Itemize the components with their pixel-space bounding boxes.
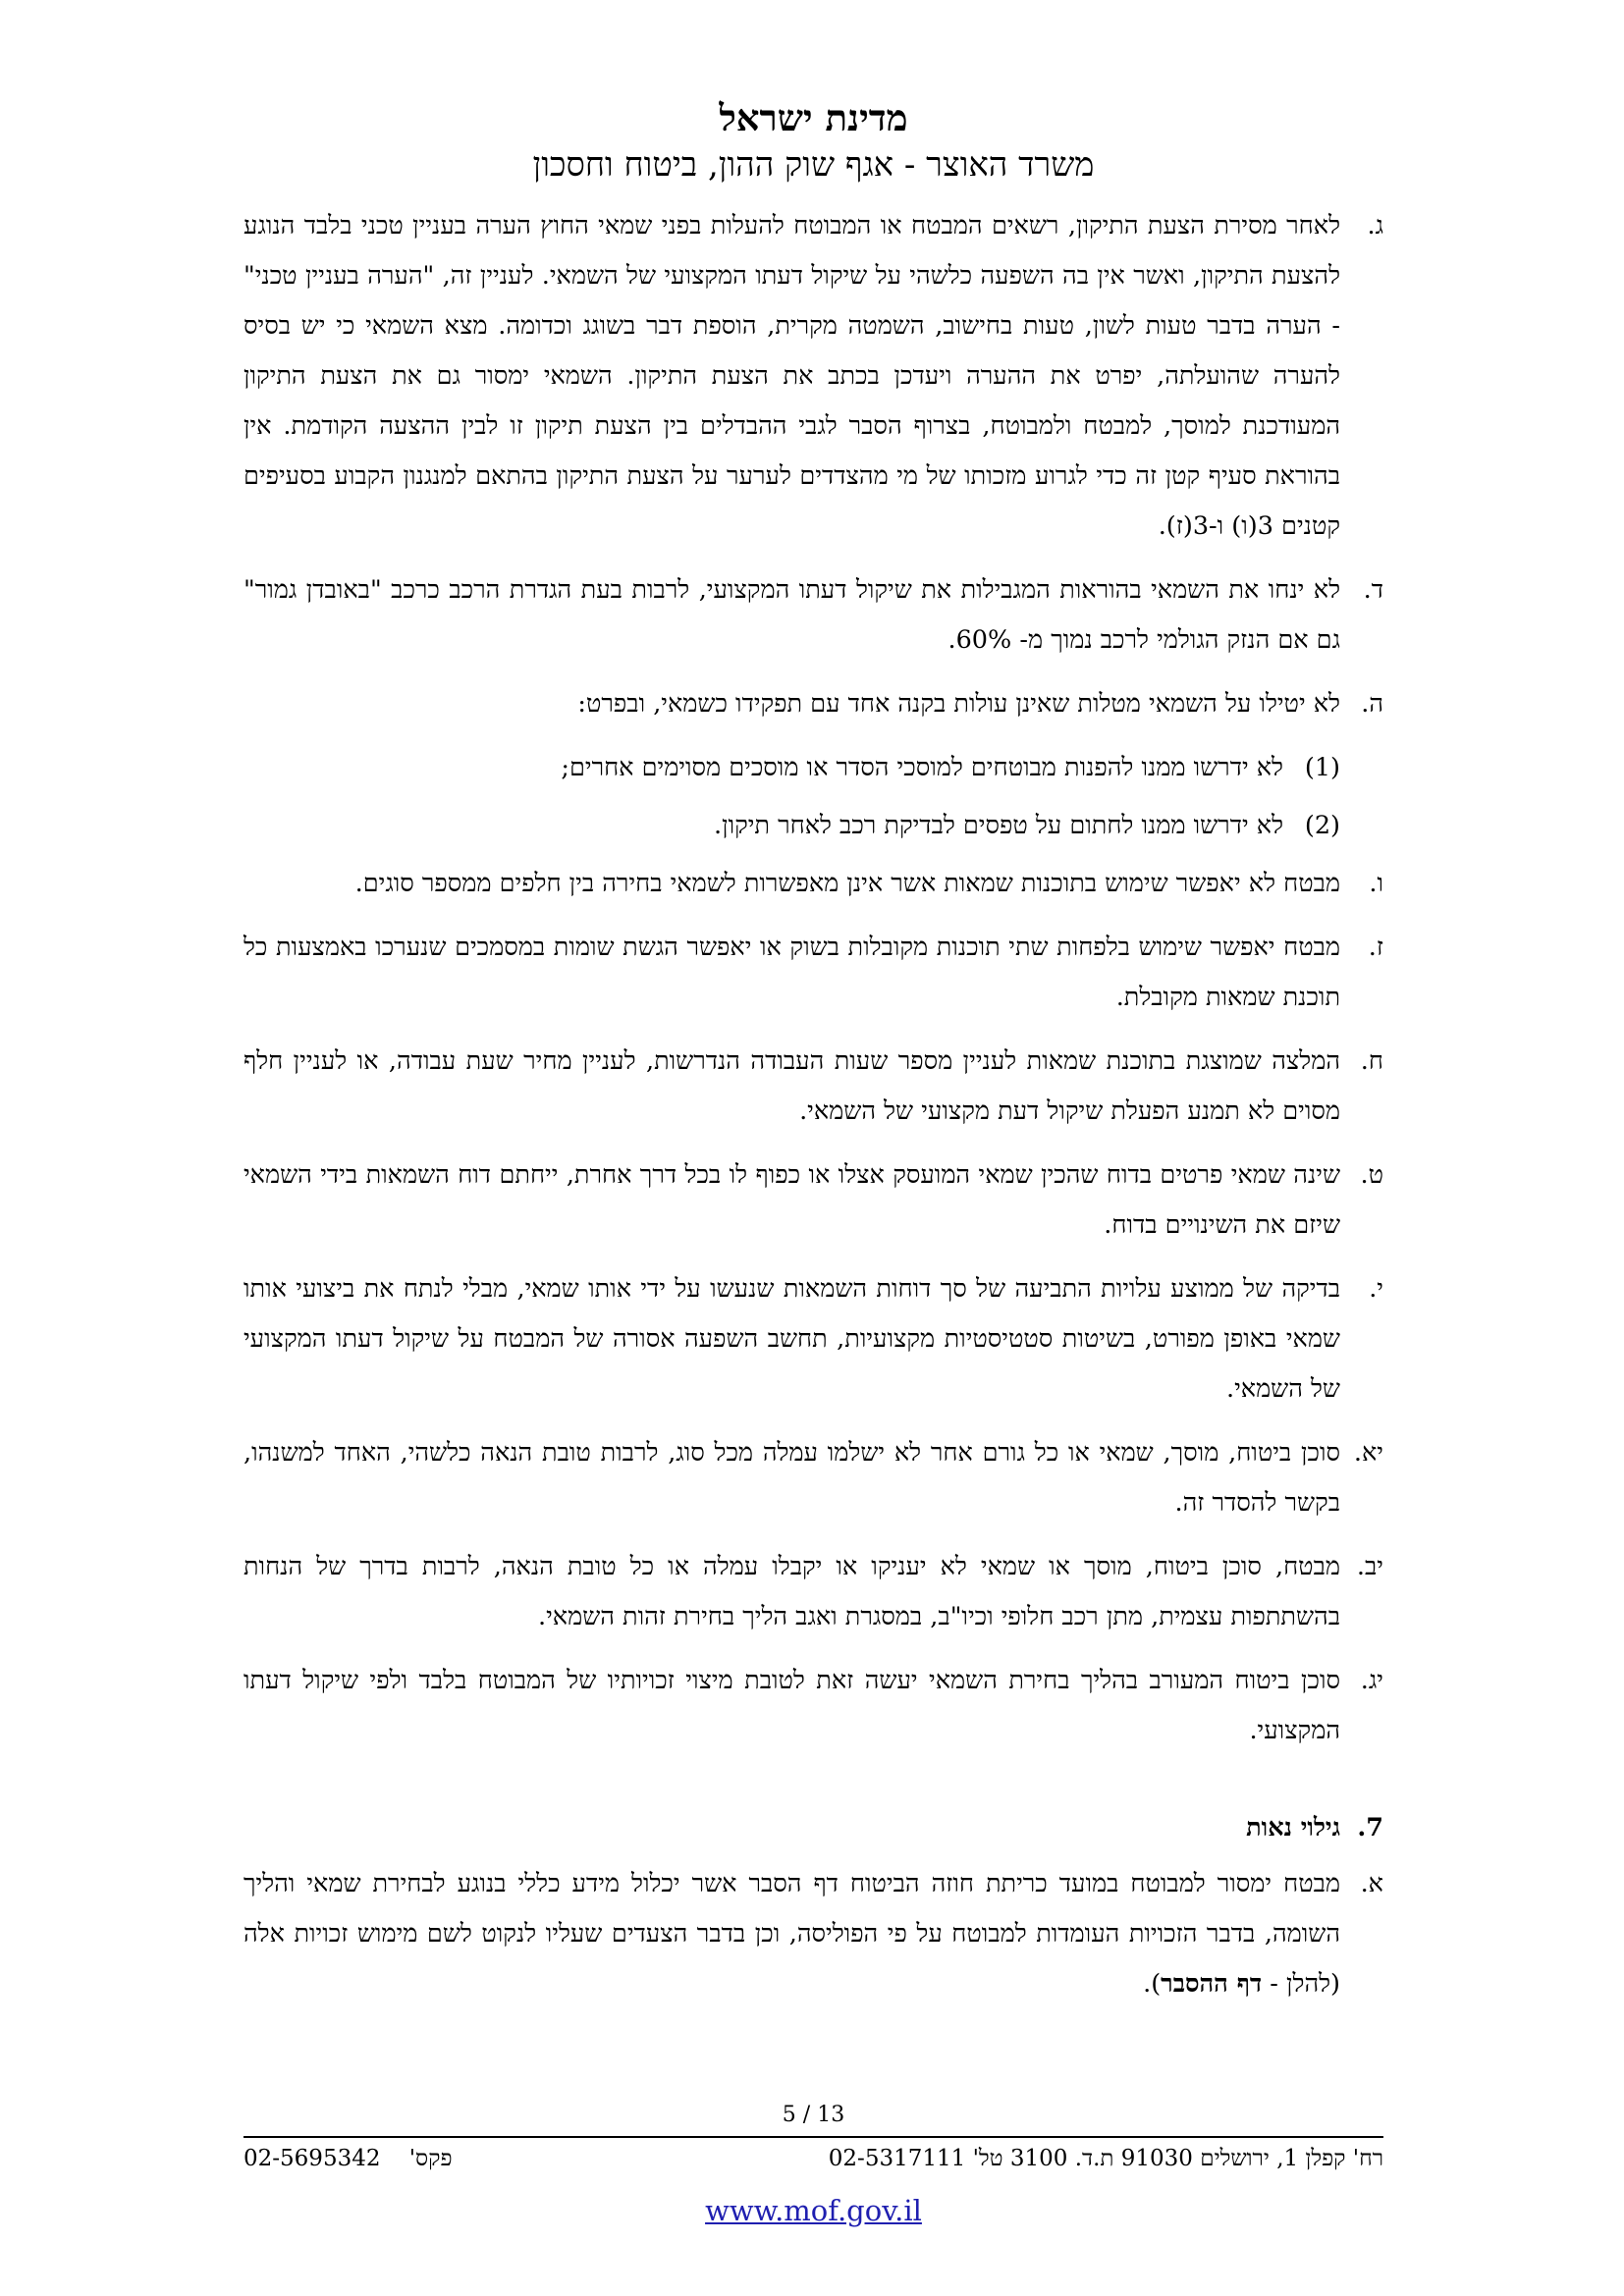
ministry-subtitle: משרד האוצר - אגף שוק ההון, ביטוח וחסכון bbox=[532, 145, 1095, 185]
postal-address: רח' קפלן 1, ירושלים 91030 ת.ד. 3100 טל' 02-5317111 bbox=[828, 2146, 1383, 2171]
section-7-heading bbox=[244, 1803, 1383, 1853]
clause-h bbox=[244, 679, 1383, 729]
clause-label: ח. bbox=[1360, 1046, 1383, 1076]
clause-label: י. bbox=[1369, 1274, 1383, 1304]
fax-number: 02-5695342 bbox=[244, 2146, 381, 2171]
clause-y bbox=[244, 1264, 1383, 1415]
clause-ch bbox=[244, 1037, 1383, 1137]
clause-yb bbox=[244, 1542, 1383, 1642]
clause-g bbox=[244, 201, 1383, 552]
clause-label: ז. bbox=[1368, 933, 1383, 962]
clause-text: סוכן ביטוח, מוסך, שמאי או כל גורם אחר לא ישלמו עמלה מכל סוג, לרבות טובת הנאה כלשהי, האחד למשנהו, בקשר להסדר זה. bbox=[244, 1438, 1340, 1518]
page-number: 5 / 13 bbox=[782, 2103, 845, 2127]
clause-text: לאחר מסירת הצעת התיקון, רשאים המבטח או המבוטח להעלות בפני שמאי החוץ הערה בעניין טכני בלבד הנוגע להצעת התיקון, ואשר אין בה השפעה כלשהי על שיקול דעתו המקצועי של השמאי. לעניין זה, "הערה בעניין טכני" - הערה בדבר טעות לשון, טעות בחישוב, השמטה מקרית, הוספת דבר בשוגג וכדומה. מצא השמאי כי יש בסיס להערה שהועלתה, יפרט את ההערה ויעדכן בכתב את הצעת התיקון. השמאי ימסור גם את הצעת התיקון המעודכנת למוסך, למבטח ולמבוטח, בצרוף הסבר לגבי ההבדלים בין הצעת תיקון זו לבין ההצעה הקודמת. אין בהוראת סעיף קטן זה כדי לגרוע מזכותו של מי מהצדדים לערער על הצעת התיקון בהתאם למנגנון הקבוע בסעיפים קטנים 3(ו) ו-3(ז). bbox=[244, 211, 1340, 541]
clause-text bbox=[244, 1859, 1340, 2009]
clause-text: סוכן ביטוח המעורב בהליך בחירת השמאי יעשה זאת לטובת מיצוי זכויותיו של המבוטח בלבד ולפי שיקול דעתו המקצועי. bbox=[244, 1666, 1340, 1745]
clause-text: מבטח, סוכן ביטוח, מוסך או שמאי לא יעניקו או יקבלו עמלה או כל טובת הנאה, לרבות בדרך של הנחות בהשתתפות עצמית, מתן רכב חלופי וכיו"ב, במסגרת ואגב הליך בחירת זהות השמאי. bbox=[244, 1552, 1340, 1631]
fax-label: פקס' bbox=[408, 2146, 453, 2171]
clause-v bbox=[244, 859, 1383, 909]
clause-label: יב. bbox=[1356, 1552, 1383, 1581]
clause-text: שינה שמאי פרטים בדוח שהכין שמאי המועסק אצלו או כפוף לו בכל דרך אחרת, ייחתם דוח השמאות בידי השמאי שיזם את השינויים בדוח. bbox=[244, 1160, 1340, 1240]
subclause-text: לא ידרשו ממנו לחתום על טפסים לבדיקת רכב לאחר תיקון. bbox=[713, 811, 1283, 840]
clause-text-main: מבטח ימסור למבוטח במועד כריתת חוזה הביטוח דף הסבר אשר יכלול מידע כללי בנוגע לבחירת שמאי והליך השומה, בדבר הזכויות העומדות למבוטח על פי הפוליסה, וכן בדבר הצעדים שעליו לנקוט לשם מימוש זכויות אלה (להלן - bbox=[244, 1869, 1340, 1999]
clause-text: לא ינחו את השמאי בהוראות המגבילות את שיקול דעתו המקצועי, לרבות בעת הגדרת הרכב כרכב "באובדן גמור" גם אם הנזק הגולמי לרכב נמוך מ- 60%. bbox=[244, 575, 1340, 655]
clause-text-end: ). bbox=[1143, 1969, 1162, 1999]
clause-text: מבטח יאפשר שימוש בלפחות שתי תוכנות מקובלות בשוק או יאפשר הגשת שומות במסמכים שנערכו באמצעות כל תוכנת שמאות מקובלת. bbox=[244, 933, 1340, 1012]
contact-line bbox=[244, 2138, 1383, 2179]
subclause-1 bbox=[244, 743, 1340, 793]
subclause-label: (1) bbox=[1304, 753, 1340, 782]
state-title: מדינת ישראל bbox=[719, 96, 908, 139]
clause-label: יג. bbox=[1360, 1666, 1383, 1695]
letterhead bbox=[244, 93, 1383, 187]
clause-label: ד. bbox=[1363, 575, 1383, 605]
section-number: 7. bbox=[1357, 1813, 1383, 1842]
clause-yg bbox=[244, 1656, 1383, 1756]
clause-text: לא יטילו על השמאי מטלות שאינן עולות בקנה אחד עם תפקידו כשמאי, ובפרט: bbox=[577, 689, 1340, 719]
subclause-text: לא ידרשו ממנו להפנות מבוטחים למוסכי הסדר או מוסכים מסוימים אחרים; bbox=[561, 753, 1283, 782]
subclause-2 bbox=[244, 801, 1340, 851]
clause-label: ט. bbox=[1360, 1160, 1383, 1190]
clause-label: ו. bbox=[1369, 869, 1383, 898]
page-footer bbox=[244, 2101, 1383, 2230]
website-link[interactable]: www.mof.gov.il bbox=[705, 2194, 922, 2227]
clauses-list bbox=[244, 201, 1383, 2009]
clause-t bbox=[244, 1150, 1383, 1251]
clause-d bbox=[244, 565, 1383, 666]
clause-ya bbox=[244, 1428, 1383, 1528]
clause-text: בדיקה של ממוצע עלויות התביעה של סך דוחות השמאות שנעשו על ידי אותו שמאי, מבלי לנתח את ביצועי אותו שמאי באופן מפורט, בשיטות סטטיסטיות מקצועיות, תחשב השפעה אסורה של המבטח על שיקול דעתו המקצועי של השמאי. bbox=[244, 1274, 1340, 1404]
clause-label: ג. bbox=[1367, 211, 1383, 240]
fax-block bbox=[244, 2138, 453, 2179]
clause-z bbox=[244, 923, 1383, 1023]
website bbox=[244, 2191, 1383, 2230]
defined-term: דף ההסבר bbox=[1161, 1969, 1263, 1999]
clause-text: מבטח לא יאפשר שימוש בתוכנות שמאות אשר אינן מאפשרות לשמאי בחירה בין חלפים ממספר סוגים. bbox=[354, 869, 1340, 898]
clause-label: ה. bbox=[1361, 689, 1383, 719]
clause-7a bbox=[244, 1859, 1383, 2009]
section-title: גילוי נאות bbox=[1246, 1813, 1340, 1842]
clause-label: יא. bbox=[1353, 1438, 1383, 1468]
clause-text: המלצה שמוצגת בתוכנת שמאות לעניין מספר שעות העבודה הנדרשות, לעניין מחיר שעת עבודה, או לעניין חלף מסוים לא תמנע הפעלת שיקול דעת מקצועי של השמאי. bbox=[244, 1046, 1340, 1126]
clause-label: א. bbox=[1360, 1869, 1383, 1898]
subclause-label: (2) bbox=[1304, 811, 1340, 840]
